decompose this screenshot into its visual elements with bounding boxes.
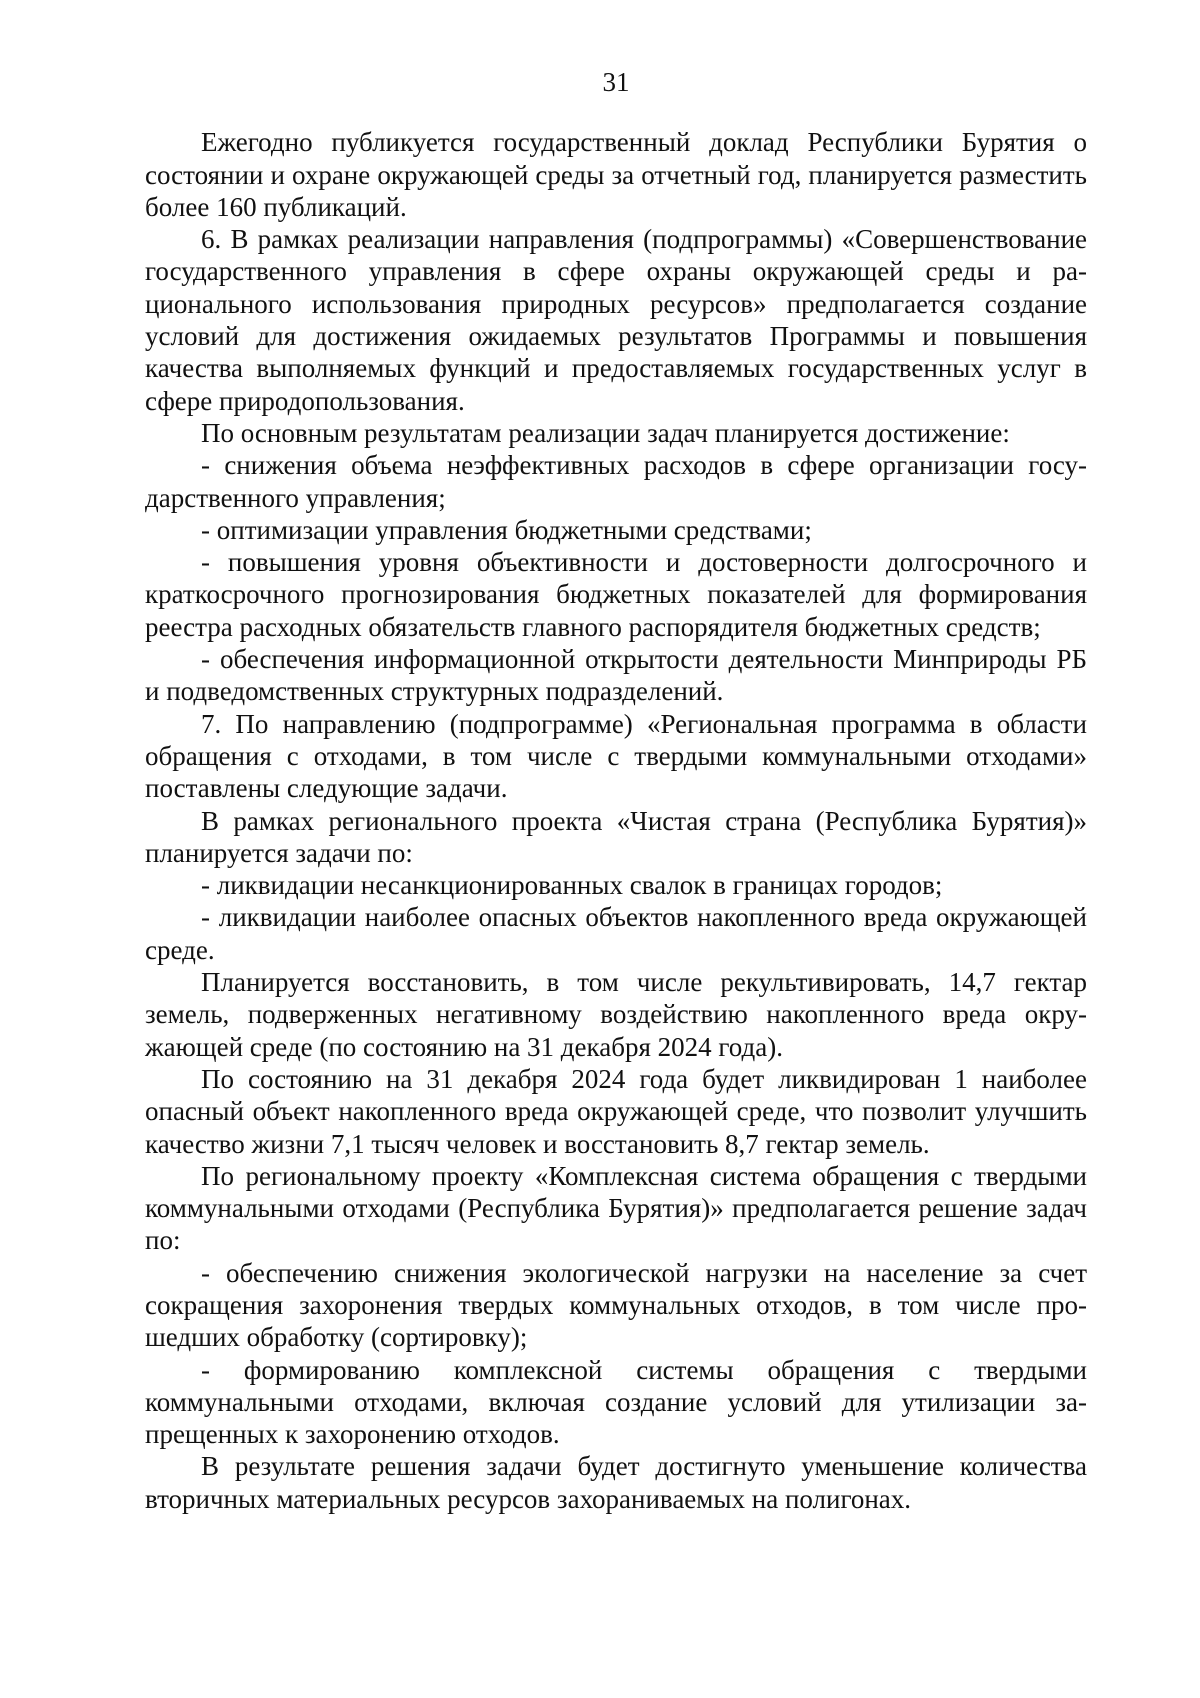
document-page [145,66,1087,1515]
list-item-forecasting: - повышения уровня объективности и достоверности долгосрочного и краткосрочного прогнозирования бюджетных показателей для формирования реестра расходных обязательств главного распорядителя бюджетных средств; [145,547,1087,642]
list-item-budget-optimization: - оптимизации управления бюджетными средствами; [201,514,812,545]
paragraph-clean-country: В рамках регионального проекта «Чистая страна (Республика Бурятия)» планируется задачи по: [145,805,1087,868]
list-item-system-formation: - формированию комплексной системы обращения с твердыми коммунальными отходами, включая создание условий для утилизации запрещенных к захоронению отходов. [145,1354,1087,1450]
list-item-transparency: - обеспечения информационной открытости деятельности Минприроды РБ и подведомственных структурных подразделений. [145,644,1087,707]
page-number: 31 [602,67,630,97]
paragraph-restore-land: Планируется восстановить, в том числе рекультивировать, 14,7 гектар земель, подверженных негативному воздействию накопленного вреда окружающей среде (по состоянию на 31 декабря 2024 года). [145,967,1087,1062]
list-item-reduce-costs: - снижения объема неэффективных расходов в сфере организации государственного управления; [145,450,1087,513]
paragraph-waste-system: По региональному проекту «Комплексная система обращения с твердыми коммунальными отходами (Республика Бурятия)» предполагается решение задач по: [145,1160,1087,1256]
paragraph-results-intro: По основным результатам реализации задач планируется достижение: [201,417,1010,448]
paragraph-item-7: 7. По направлению (подпрограмме) «Региональная программа в области обращения с отходами, в том числе с твердыми коммунальными отходами» поставлены следующие задачи. [145,708,1087,804]
paragraph-result: В результате решения задачи будет достигнуто уменьшение количества вторичных материальных ресурсов захораниваемых на полигонах. [145,1451,1087,1514]
paragraph-item-6: 6. В рамках реализации направления (подпрограммы) «Совершенствование государственного управления в сфере охраны окружающей среды и рационального использования природных ресурсов» предполагается создание условий для достижения ожидаемых результатов Программы и повышения качества выполняемых функций и предоставляемых государственных услуг в сфере природопользования. [145,224,1087,416]
list-item-reduce-burial: - обеспечению снижения экологической нагрузки на население за счет сокращения захоронения твердых коммунальных отходов, в том числе прошедших обработку (сортировку); [145,1257,1087,1353]
list-item-dumps: - ликвидации несанкционированных свалок в границах городов; [201,870,943,901]
list-item-hazardous-objects: - ликвидации наиболее опасных объектов накопленного вреда окружающей среде. [145,902,1087,965]
paragraph-liquidation: По состоянию на 31 декабря 2024 года будет ликвидирован 1 наиболее опасный объект накопленного вреда окружающей среде, что позволит улучшить качество жизни 7,1 тысяч человек и восстановить 8,7 гектар земель. [145,1063,1087,1159]
paragraph-annual-report: Ежегодно публикуется государственный доклад Республики Бурятия о состоянии и охране окружающей среды за отчетный год, планируется разместить более 160 публикаций. [145,127,1087,222]
